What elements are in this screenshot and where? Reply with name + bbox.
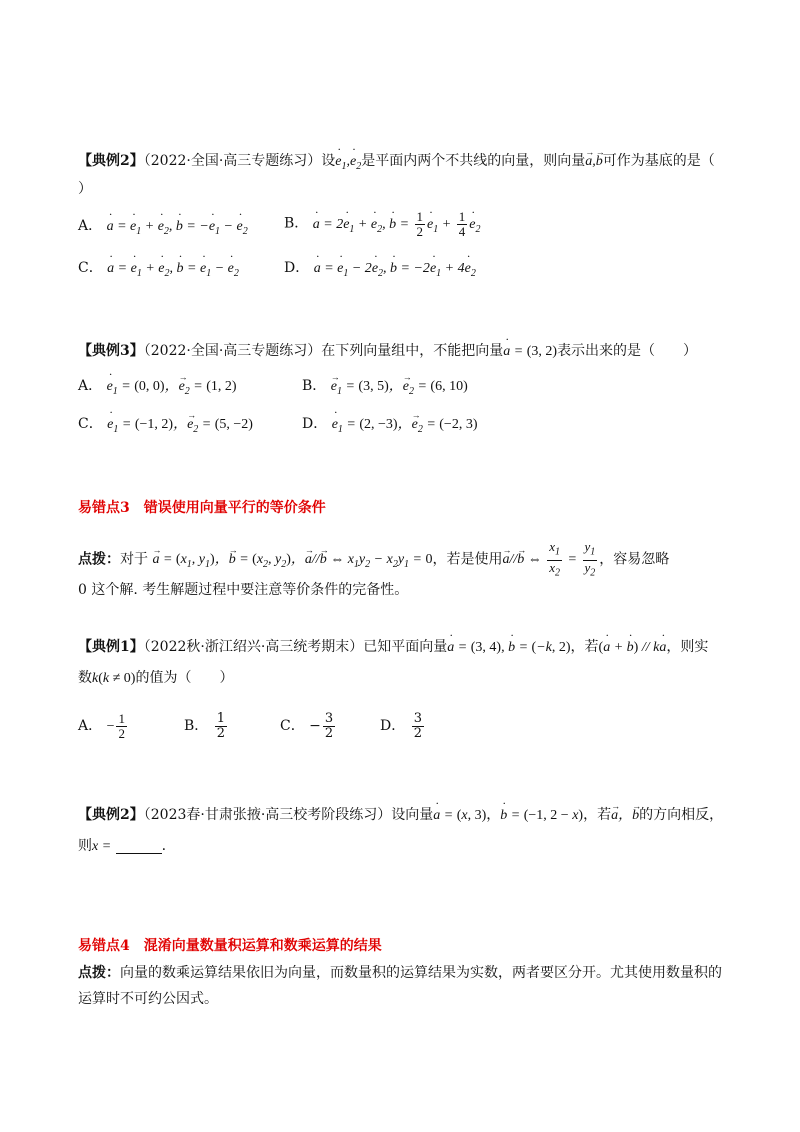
option-b: B． · $a = 2\cdot e_1$ + · $e_2$, · b = $\frac{1}{2}$ · $e_1$ + $\frac{1}{4}$ · $e_2$ bbox=[284, 210, 480, 234]
example-2-question: 【典例2】（2023春·甘肃张掖·高三校考阶段练习）设向量· a = (x, 3)，· b = (−1, 2 − x)，若→ a，→ b的方向相反， 则x = . bbox=[78, 804, 728, 858]
option-d: D． $\frac{3}{2}$ bbox=[380, 710, 422, 741]
option-b: B． → $e_1 = (3$, 5)，→ $e_2 = (6$, 10) bbox=[302, 374, 468, 398]
option-a: A． · $e_1 = (0$, 0)，→ $e_2 = (1$, 2) bbox=[78, 374, 237, 398]
example-3-question: 【典例3】（2022·全国·高三专题练习）在下列向量组中，不能把向量· a = (3, 2)表示出来的是（ ） bbox=[78, 340, 728, 363]
hint-3-line2: 0 这个解. 考生解题过程中要注意等价条件的完备性。 bbox=[78, 582, 409, 598]
math-a-b: → a,→ b bbox=[585, 154, 603, 169]
example-1-question: 【典例1】（2022秋·浙江绍兴·高三统考期末）已知平面向量· a = (3, 4), · b = (−k, 2)，若(· a + · b) // k· a，则实 数k(k ≠ 0)的值为（ ） bbox=[78, 636, 728, 690]
hint-3: 点拨：对于 → $a = (x_1$, $y_1$)，→ $b = (x_2$, $y_2$)，→ a//→ b ⇔ $x_1y_2 - x_2y_1 = 0$，若是使用→ a//→ b ⇔ $\frac{x_1}{x_2}$ = $\frac{y_1}{y_2}$ ，容易忽略 bbox=[78, 540, 669, 576]
example-source: （2022·全国·高三专题练习） bbox=[143, 153, 322, 169]
answer-blank[interactable] bbox=[116, 839, 162, 854]
option-c: C． − $\frac{3}{2}$ bbox=[280, 710, 334, 741]
math-e1-e2: · $e_1,\cdot e_2$ bbox=[335, 154, 361, 169]
example-2-question: 【典例2】（2022·全国·高三专题练习）设· $e_1,\cdot e_2$是平面内两个不共线的向量，则向量→ a,→ b可作为基底的是（ ） bbox=[78, 150, 728, 200]
option-b: B． $\frac{1}{2}$ bbox=[184, 710, 226, 741]
option-c: C． · a = · $e_1$ + · $e_2$, · b = · $e_1$ − · $e_2$ bbox=[78, 256, 239, 280]
option-d: D． · a = · $e_1 - 2\cdot e_2$, · $b = -2\cdot e_1 + 4\cdot e_2$ bbox=[284, 256, 476, 280]
option-a: A． · a = · $e_1$ + · $e_2$, · b = −· $e_1$ − · $e_2$ bbox=[78, 214, 248, 238]
hint-4: 点拨：向量的数乘运算结果依旧为向量，而数量积的运算结果为实数，两者要区分开。尤其使用数量积的运算时不可约公因式。 bbox=[78, 965, 722, 1007]
section-title-3: 易错点3 错误使用向量平行的等价条件 bbox=[78, 500, 326, 516]
section-title-4: 易错点4 混淆向量数量积运算和数乘运算的结果 bbox=[78, 938, 382, 954]
example-tag: 【典例2】 bbox=[78, 153, 144, 169]
option-c: C． · $e_1 = (-1$, 2)，→ $e_2 = (5$, −2) bbox=[78, 412, 253, 436]
option-a: A． − $\frac{1}{2}$ bbox=[78, 711, 125, 742]
option-d: D． · $e_1 = (2$, −3)，→ $e_2 = (-2$, 3) bbox=[302, 412, 478, 436]
